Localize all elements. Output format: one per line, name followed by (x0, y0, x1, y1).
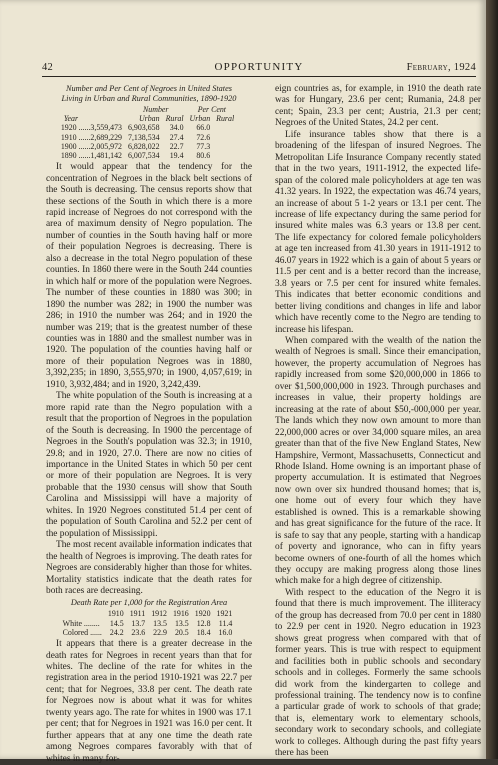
table2-caption: Death Rate per 1,000 for the Registration Area (70, 598, 228, 608)
table1-column-header: Urban (189, 114, 211, 124)
table1-cell: 1920 ......3,559,473 (60, 123, 122, 133)
paragraph: eign countries as, for example, in 1910 the death rate was for Hungary, 23.6 per cent; Rumania, 24.8 per cent; Spain, 23.3 per cent; Austria, 21.3 per cent; Negroes of the United States, 24.2 per cent. (275, 84, 481, 129)
table1-cell: 1890 ......1,481,142 (60, 151, 122, 161)
paragraph: Life insurance tables show that there is a broadening of the lifespan of insured Negroes. The Metropolitan Life Insurance Company recently stated that in the two years, 1911-1912, the expected life-span of the colored male policyholders at age ten was 41.32 years. In 1922, the expectation was 46.74 years, an increase of about 5 1-2 years or 13.1 per cent. The increase of life expectancy during the same period for insured white males was 6.3 years or 13.8 per cent. The life expectancy for colored female policyholders at age ten increased from 41.30 years in 1911-1912 to 46.07 years in 1922 which is a gain of about 5 years or 11.5 per cent and is a better record than the increase, 3.8 years or 7.5 per cent for insured white females. This indicates that better economic conditions and better living conditions and changes in life and labor which have recently come to the Negro are tending to increase his lifespan. (275, 129, 481, 335)
table1-cell: 7,138,534 (128, 132, 160, 142)
table1-column-header: Year (63, 114, 79, 124)
header-rule (42, 76, 476, 77)
table2-row-label: Colored ...... (62, 627, 102, 637)
table1-header-row (61, 114, 237, 123)
right-column (275, 84, 481, 760)
table2-cell: 23.6 (131, 627, 146, 637)
table1-cell: 6,007,534 (128, 151, 160, 161)
table2-year-header: 1911 (129, 609, 146, 619)
table1-column-header: Rural (165, 114, 184, 124)
paragraph: It appears that there is a greater decrease in the death rates for Negroes in recent years than that for whites. The decline of the rate for whites in the registration area in the period 1910-1921 was 22.7 per cent; that for Negroes, 33.8 per cent. The death rate for Negroes now is about what it was for whites twenty years ago. The rate for whites in 1900 was 17.1 per cent; that for Negroes in 1921 was 16.0 per cent. It further appears that at any one time the death rate among Negroes compares favorably with that of whites in many for- (46, 639, 252, 764)
table2-year-header: 1920 (194, 609, 211, 619)
death-rate-table (63, 609, 236, 637)
urban-rural-table (61, 105, 237, 160)
table1-cell: 6,903,658 (128, 123, 160, 133)
left-text-body-continued (46, 639, 252, 765)
table2-cell: 22.9 (153, 627, 167, 637)
table2-corner (63, 609, 105, 618)
table1-cell: 1910 ......2,689,229 (60, 132, 122, 142)
table1-cell: 19.4 (169, 151, 184, 161)
table1-row (61, 133, 237, 142)
table1-row (61, 142, 237, 151)
table2-year-header: 1910 (107, 609, 124, 619)
table2-cell: 11.4 (218, 618, 233, 628)
paragraph: It would appear that the tendency for the concentration of Negroes in the black belt sections of the South is decreasing. The census reports show that these sections of the South in which there is a more rapid increase of Negroes do not correspond with the area of maximum density of Negro population. The number of counties in the South having half or more of their population Negroes is decreasing. There is also a decrease in the total Negro population of these counties. In 1860 there were in the South 244 counties in which half or more of the population were Negroes. The number of these counties in 1880 was 300; in 1890 the number was 282; in 1900 the number was 286; in 1910 the number was 264; and in 1920 the number was 219; that is the greatest number of these counties was in 1880 and the smallest number was in 1920. The population of the counties having half or more of their population Negroes was in 1880, 3,392,235; in 1890, 3,555,970; in 1900, 4,057,619; in 1910, 3,932,484; and in 1920, 3,242,439. (46, 162, 252, 390)
table1-cell: 1900 ......2,005,972 (60, 141, 122, 151)
paragraph: The most recent available information indicates that the health of Negroes is improving. The death rates for Negroes are considerably higher than those for whites. Mortality statistics indicate that the death rates for both races are decreasing. (46, 540, 252, 596)
table2-year-header: 1916 (172, 609, 189, 619)
table2-cell: 13.7 (131, 618, 146, 628)
table1-row (61, 151, 237, 160)
table2-row (63, 628, 236, 637)
table1-cell: 72.6 (196, 132, 211, 142)
table1-cell: 34.0 (169, 123, 184, 133)
table2-cell: 16.0 (218, 627, 233, 637)
table2-header-row (63, 609, 236, 618)
table1-cell: 80.6 (196, 151, 211, 161)
page-header (42, 58, 476, 78)
table2-year-header: 1921 (216, 609, 233, 619)
table1-cell: 77.3 (196, 141, 211, 151)
table2-cell: 14.5 (109, 618, 124, 628)
table1-caption: Number and Per Cent of Negroes in United States Living in Urban and Rural Communities, 1890-1920 (61, 84, 237, 103)
right-text-body (275, 84, 481, 760)
left-column (46, 84, 252, 765)
table2-year-header: 1912 (151, 609, 167, 619)
table1-column-header: Urban (138, 114, 160, 124)
paragraph: The white population of the South is increasing at a more rapid rate than the Negro population with a result that the proportion of Negroes in the population of the South is decreasing. In 1900 the percentage of Negroes in the South's population was 32.3; in 1910, 29.8; and in 1920, 27.0. There are now no cities of importance in the United States in which 50 per cent or more of their population are Negroes. It is very probable that the 1930 census will show that South Carolina and Mississippi will have a majority of whites. In 1920 Negroes constituted 51.4 per cent of the population of South Carolina and 52.2 per cent of the population of Mississippi. (46, 391, 252, 539)
table1-cell: 22.7 (169, 141, 184, 151)
journal-title: OPPORTUNITY (214, 61, 304, 73)
table2-cell: 18.4 (196, 627, 211, 637)
group-percent-header: Per Cent (197, 105, 226, 114)
page-number: 42 (42, 62, 54, 73)
table1-cell: 27.4 (169, 132, 184, 142)
paragraph: With respect to the education of the Negro it is found that there is much improvement. The illiteracy of the group has decreased from 70.0 per cent in 1880 to 22.9 per cent in 1920. Negro education in 1923 shows great progress when compared with that of former years. This is true with respect to equipment and facilities both in public schools and secondary schools and in colleges. Formerly the same schools did work from the kindergarten to college and professional training. The tendency now is to confine a particular grade of work to schools of that grade; that is, elementary work to elementary schools, secondary work to secondary schools, and collegiate work to colleges. Although during the past fifty years there has been (275, 587, 481, 759)
paragraph: When compared with the wealth of the nation the wealth of Negroes is small. Since their emancipation, however, the property accumulation of Negroes has rapidly increased from some $20,000,000 in 1866 to over $1,500,000,000 in 1923. Through purchases and increases in value, their property holdings are increasing at the rate of about $50,-000,000 per year. The lands which they now own amount to more than 22,000,000 acres or over 34,000 square miles, an area greater than that of the five New England States, New Hampshire, Vermont, Massachusetts, Connecticut and Rhode Island. Home owning is an important phase of property accumulation. It is estimated that Negroes now own over six hundred thousand homes; that is, one home out of every four which they have established is owned. This is a remarkable showing and has great significance for the future of the race. It is safe to say that any people, starting with a handicap of poverty and ignorance, who can in fifty years become owners of one-fourth of all the homes which they occupy are making progress along those lines which make for a high degree of citizenship. (275, 335, 481, 587)
group-number-header: Number (143, 105, 169, 114)
table1-cell: 6,828,022 (128, 141, 160, 151)
issue-date: February, 1924 (406, 62, 476, 73)
table1-row (61, 123, 237, 132)
book-edge (486, 0, 498, 759)
table2-row (63, 619, 236, 628)
table1-column-header: Rural (216, 114, 235, 124)
table2-cell: 12.8 (196, 618, 211, 628)
table2-row-label: White ........ (62, 618, 100, 628)
table2-cell: 13.5 (153, 618, 167, 628)
left-text-body (46, 162, 252, 597)
table2-cell: 13.5 (174, 618, 189, 628)
table2-cell: 20.5 (174, 627, 189, 637)
table2-cell: 24.2 (109, 627, 124, 637)
table1-cell: 66.0 (196, 123, 211, 133)
